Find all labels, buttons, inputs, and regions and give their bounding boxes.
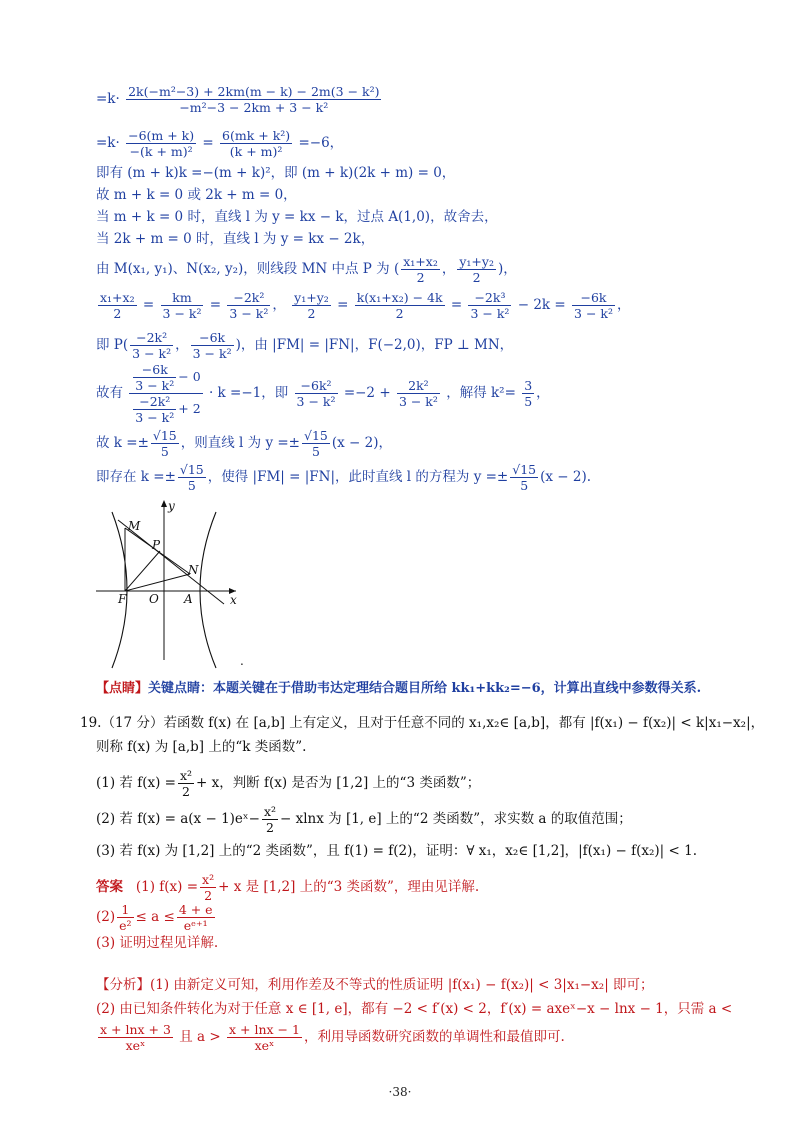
- solution-line-7: 由 M(x₁, y₁)、N(x₂, y₂)，则线段 MN 中点 P 为 ( $\frac{\text{x₁+x₂}}{2}$ ， $\frac{\text{y₁+y₂}}{2}$ )，: [96, 254, 517, 285]
- solution-line-9: 即 P( $\frac{\text{−2k²}}{\text{3 − k²}}$ ， $\frac{-6k}{\text{3 − k²}}$ )，由 |FM| = |FN|，F(−2,0)，FP ⊥ MN，: [96, 330, 514, 361]
- dianjing-line: 【点睛】关键点睛：本题关键在于借助韦达定理结合题目所给 kk₁+kk₂=−6，计算出直线中参数得关系.: [96, 681, 702, 696]
- solution-line-1: =k· $\frac{\text{2k(−m²−3) + 2km(m − k) − 2m(3 − k²)}}{\text{−m²−3 − 2km + 3 − k²}}$: [96, 84, 380, 115]
- solution-line-10: 故有 $\frac{-6k}{\text{3 − k²}}$ − 0 $\frac{\text{−2k²}}{\text{3 − k²}}$ + 2 · k =−1，即 $\frac{\text{−6k²}}{\text{3 − k²}}$ =−2 + $\frac{\text{2k²}}{\text{3 − k²}}$ ，解得 k²= $\frac{3}{5}$ ，: [96, 362, 550, 425]
- solution-line-12: 即存在 k =± $\frac{√15}{5}$ ，使得 |FM| = |FN|，此时直线 l 的方程为 y =± $\frac{√15}{5}$ (x − 2).: [96, 462, 592, 493]
- y-axis-arrow: [161, 500, 167, 507]
- q19-part-2: (2) 若 f(x) = a(x − 1)eˣ− $\frac{\text{x²}}{2}$ − xlnx 为 [1, e] 上的“2 类函数”，求实数 a 的取值范围；: [96, 804, 632, 835]
- q19-line-1: 19.（17 分）若函数 f(x) 在 [a,b] 上有定义，且对于任意不同的 x₁,x₂∈ [a,b]，都有 |f(x₁) − f(x₂)| < k|x₁−x₂|，: [80, 715, 765, 731]
- answer-line-3: (3) 证明过程见详解.: [96, 935, 219, 951]
- label-N: N: [188, 563, 199, 577]
- solution-line-8: $\frac{\text{x₁+x₂}}{2}$ = $\frac{km}{\text{3 − k²}}$ = $\frac{\text{−2k²}}{\text{3 − k²}}$ ， $\frac{\text{y₁+y₂}}{2}$ = $\frac{\text{k(x₁+x₂) − 4k}}{2}$ = $\frac{\text{−2k³}}{\text{3 − k²}}$ − 2k = $\frac{-6k}{\text{3 − k²}}$ ，: [100, 290, 631, 321]
- hyperbola-right-branch: [200, 512, 216, 668]
- segment-FP: [125, 551, 160, 591]
- hyperbola-figure: [96, 490, 256, 670]
- label-F: F: [118, 592, 127, 606]
- q19-part-1: (1) 若 f(x) = $\frac{\text{x²}}{2}$ + x，判断 f(x) 是否为 [1,2] 上的“3 类函数”；: [96, 768, 481, 799]
- solution-line-5: 当 m + k = 0 时，直线 l 为 y = kx − k，过点 A(1,0)，故舍去，: [96, 209, 498, 225]
- q19-part-3: (3) 若 f(x) 为 [1,2] 上的“2 类函数”，且 f(1) = f(2)，证明：∀ x₁，x₂∈ [1,2]，|f(x₁) − f(x₂)| < 1.: [96, 843, 697, 859]
- solution-line-3: 即有 (m + k)k =−(m + k)²，即 (m + k)(2k + m) = 0，: [96, 165, 456, 181]
- q19-line-2: 则称 f(x) 为 [a,b] 上的“k 类函数”.: [96, 739, 307, 755]
- solution-line-6: 当 2k + m = 0 时，直线 l 为 y = kx − 2k，: [96, 231, 375, 247]
- label-O: O: [149, 592, 159, 606]
- analysis-line-3: $\frac{x + \ln x + 3}{\text{xeˣ}}$ 且 a > $\frac{x + \ln x - 1}{\text{xeˣ}}$ ，利用导函数研究函数的单调性和最值即可.: [100, 1022, 565, 1053]
- analysis-line-2: (2) 由已知条件转化为对于任意 x ∈ [1, e]，都有 −2 < f′(x) < 2，f′(x) = axeˣ−x − lnx − 1，只需 a <: [96, 1001, 733, 1017]
- figure-dot: .: [240, 654, 244, 668]
- solution-line-11: 故 k =± $\frac{√15}{5}$ ，则直线 l 为 y =± $\frac{√15}{5}$ (x − 2)，: [96, 428, 393, 459]
- label-y: y: [168, 499, 175, 513]
- compound-fraction: $\frac{-6k}{\text{3 − k²}}$ − 0 $\frac{\text{−2k²}}{\text{3 − k²}}$ + 2: [129, 362, 202, 425]
- answer-line-1: 答案 (1) f(x) = $\frac{\text{x²}}{2}$ + x 是 [1,2] 上的“3 类函数”，理由见详解.: [96, 872, 480, 903]
- dianjing-tag: 【点睛】: [96, 681, 149, 696]
- segment-FN: [125, 574, 190, 591]
- solution-line-2: =k· $\frac{-6(m + k)}{\text{−(k + m)²}}$ = $\frac{\text{6(mk + k²)}}{\text{(k + m)²}}$ =−6，: [96, 128, 344, 159]
- label-x: x: [230, 593, 237, 607]
- solution-line-4: 故 m + k = 0 或 2k + m = 0，: [96, 187, 297, 203]
- analysis-line-1: 【分析】(1) 由新定义可知，利用作差及不等式的性质证明 |f(x₁) − f(x₂)| < 3|x₁−x₂| 即可；: [96, 977, 654, 993]
- label-A: A: [184, 592, 193, 606]
- label-P: P: [152, 538, 161, 552]
- page-number: ·38·: [388, 1085, 412, 1099]
- fraction: $\frac{\text{2k(−m²−3) + 2km(m − k) − 2m(3 − k²)}}{\text{−m²−3 − 2km + 3 − k²}}$: [128, 84, 380, 115]
- answer-tag: 答案: [96, 879, 123, 895]
- answer-line-2: (2) $\frac{1}{\text{e²}}$ ≤ a ≤ $\frac{4 + e}{\text{eᵉ⁺¹}}$: [96, 902, 213, 933]
- label-M: M: [128, 519, 141, 533]
